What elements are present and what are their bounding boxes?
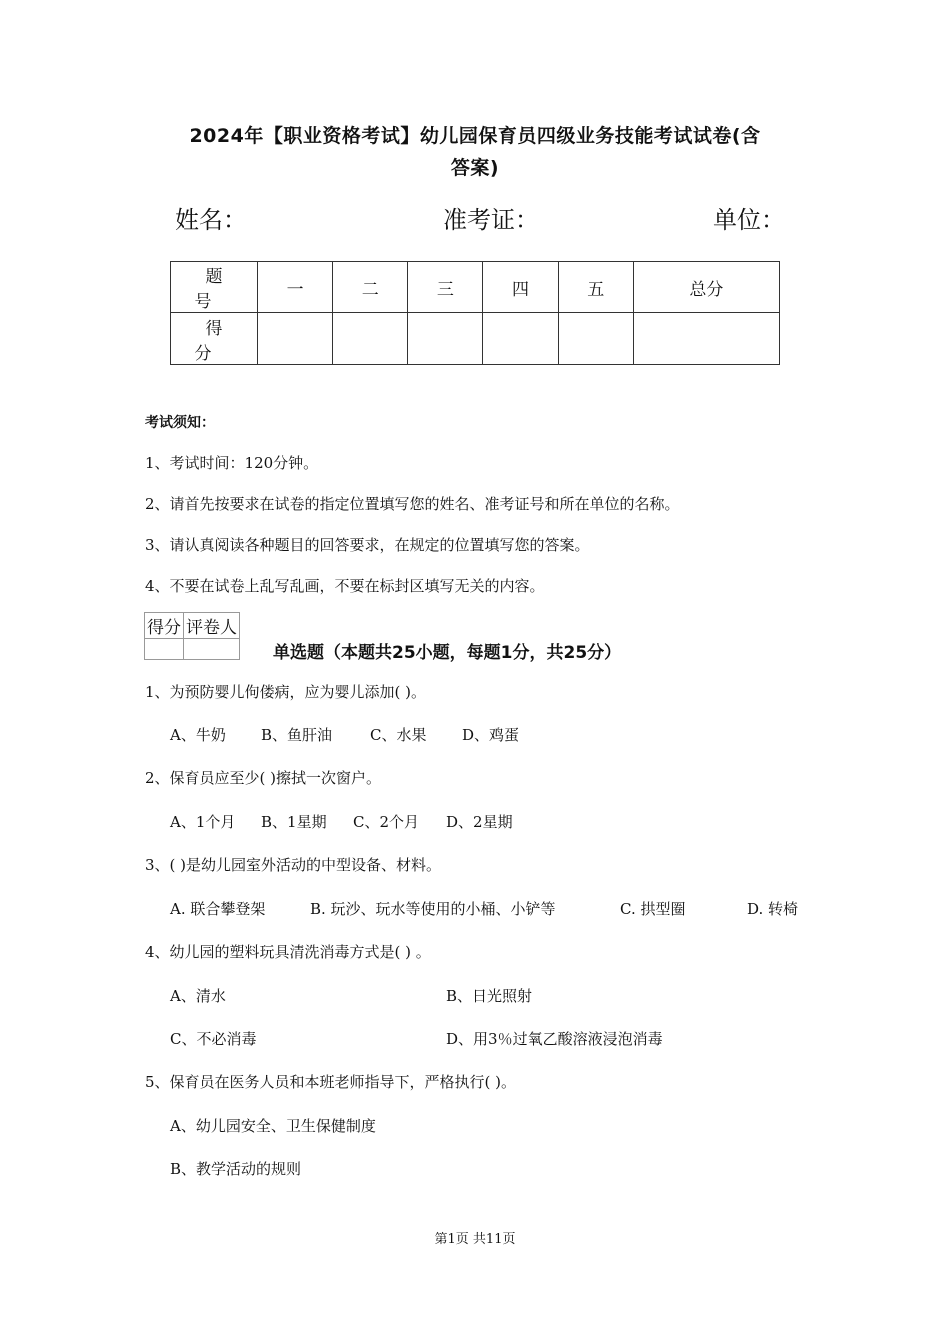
unit-label: 单位： — [713, 206, 785, 234]
question-5-stem: 5、保育员在医务人员和本班老师指导下，严格执行( )。 — [145, 1073, 517, 1091]
question-2-option-b: B、1星期 — [261, 813, 327, 831]
score-table-header-row — [171, 262, 780, 313]
grader-box-score-label: 得分 — [145, 613, 184, 639]
score-cell-1[interactable] — [258, 313, 333, 365]
question-4-option-c: C、不必消毒 — [170, 1030, 257, 1048]
question-4-option-a: A、清水 — [170, 987, 226, 1005]
note-item-4: 4、不要在试卷上乱写乱画，不要在标封区填写无关的内容。 — [145, 577, 545, 595]
notes-heading: 考试须知： — [145, 415, 215, 431]
note-item-1: 1、考试时间：120分钟。 — [145, 454, 319, 472]
question-2-stem: 2、保育员应至少( )擦拭一次窗户。 — [145, 769, 382, 787]
document-title — [130, 120, 820, 184]
title-line-2: 答案) — [450, 157, 500, 179]
header-cell-1: 一 — [258, 262, 333, 313]
question-3-stem: 3、( )是幼儿园室外活动的中型设备、材料。 — [145, 856, 442, 874]
grader-box-score-cell[interactable] — [145, 639, 184, 660]
question-3-option-b: B. 玩沙、玩水等使用的小桶、小铲等 — [310, 900, 556, 918]
question-2-option-d: D、2星期 — [446, 813, 513, 831]
header-cell-total: 总分 — [633, 262, 779, 313]
candidate-info-row — [175, 200, 785, 240]
question-4-option-d: D、用3％过氧乙酸溶液浸泡消毒 — [446, 1030, 663, 1048]
grader-box — [144, 612, 240, 660]
score-cell-2[interactable] — [333, 313, 408, 365]
score-cell-total[interactable] — [633, 313, 779, 365]
question-3-option-c: C. 拱型圈 — [620, 900, 686, 918]
exam-id-label: 准考证： — [443, 206, 539, 234]
question-1-option-c: C、水果 — [370, 726, 427, 744]
question-2-option-a: A、1个月 — [170, 813, 236, 831]
grader-box-grader-cell[interactable] — [184, 639, 240, 660]
question-3-option-a: A. 联合攀登架 — [170, 900, 266, 918]
question-5-option-b: B、教学活动的规则 — [170, 1160, 302, 1178]
question-1-option-b: B、鱼肝油 — [261, 726, 333, 744]
score-cell-3[interactable] — [408, 313, 483, 365]
section-title: 单选题（本题共25小题，每题1分，共25分） — [273, 643, 622, 663]
note-item-2: 2、请首先按要求在试卷的指定位置填写您的姓名、准考证号和所在单位的名称。 — [145, 495, 680, 513]
score-table — [170, 261, 780, 365]
score-cell-4[interactable] — [483, 313, 558, 365]
question-1-option-a: A、牛奶 — [170, 726, 226, 744]
question-1-option-d: D、鸡蛋 — [462, 726, 520, 744]
question-5-option-a: A、幼儿园安全、卫生保健制度 — [170, 1117, 376, 1135]
question-3-option-d: D. 转椅 — [747, 900, 799, 918]
header-cell-question-no: 题号 — [171, 262, 258, 313]
question-1-stem: 1、为预防婴儿佝偻病，应为婴儿添加( )。 — [145, 683, 427, 701]
grader-box-blank-row — [145, 639, 240, 660]
score-table-score-row — [171, 313, 780, 365]
question-4-stem: 4、幼儿园的塑料玩具清洗消毒方式是( ) 。 — [145, 943, 431, 961]
note-item-3: 3、请认真阅读各种题目的回答要求，在规定的位置填写您的答案。 — [145, 536, 590, 554]
grader-box-header — [145, 613, 240, 639]
score-cell-5[interactable] — [558, 313, 633, 365]
title-line-1: 2024年【职业资格考试】幼儿园保育员四级业务技能考试试卷(含 — [189, 125, 761, 147]
page-footer: 第1页 共11页 — [434, 1232, 516, 1247]
grader-box-grader-label: 评卷人 — [184, 613, 240, 639]
name-label: 姓名： — [175, 206, 247, 234]
header-cell-2: 二 — [333, 262, 408, 313]
header-cell-4: 四 — [483, 262, 558, 313]
question-2-option-c: C、2个月 — [353, 813, 420, 831]
header-cell-5: 五 — [558, 262, 633, 313]
score-row-label: 得分 — [171, 313, 258, 365]
question-4-option-b: B、日光照射 — [446, 987, 533, 1005]
header-cell-3: 三 — [408, 262, 483, 313]
